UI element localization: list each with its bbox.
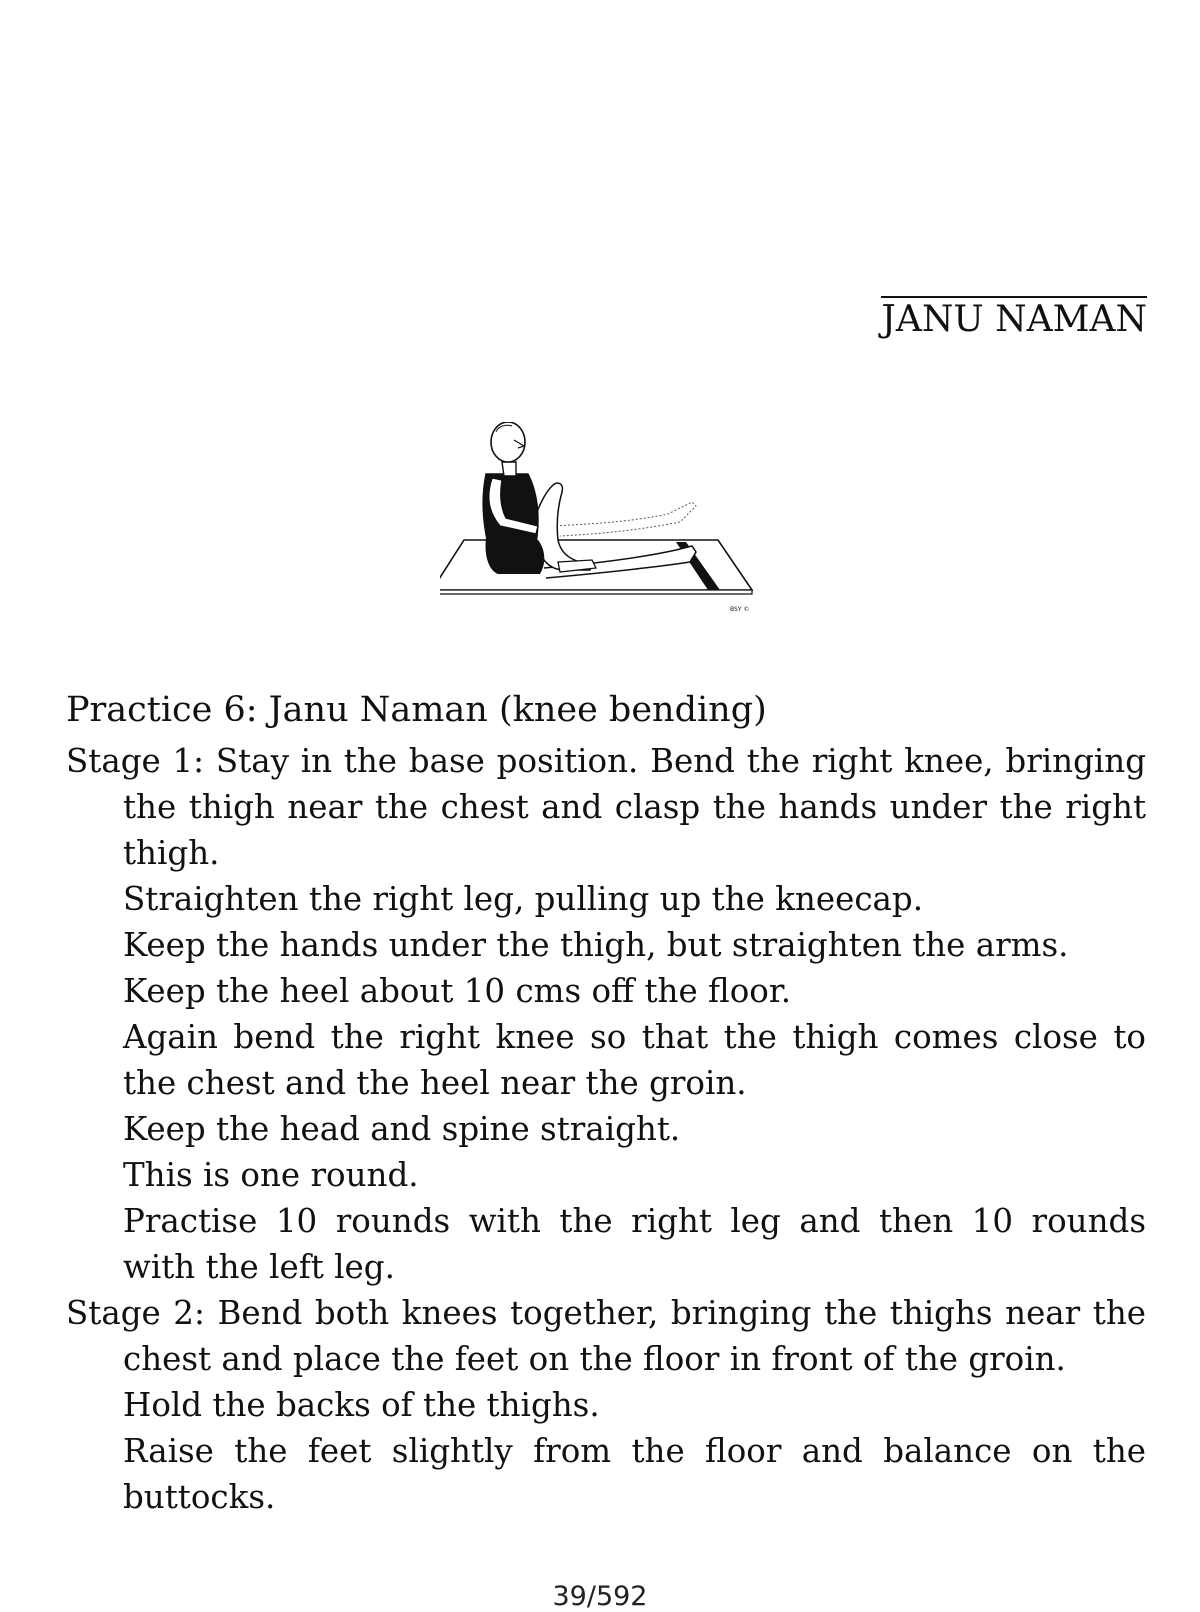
figure-credit: BSY © [730,606,750,613]
page-number: 39/592 [552,1581,648,1612]
practice-title: Practice 6: Janu Naman (knee bending) [66,690,767,730]
stage-2-line: Hold the backs of the thighs. [123,1386,600,1424]
running-title: JANU NAMAN [881,296,1147,340]
stage-1-line: Again bend the right knee so that the thigh comes close to the chest and the heel near the groin. [123,1018,1146,1102]
stage-2 [66,1290,1146,1520]
practice-section [66,688,1146,1520]
stage-1-line: Stage 1: Stay in the base position. Bend the right knee, bringing the thigh near the chest and clasp the hands under the right thigh. [66,742,1146,872]
janu-naman-figure [440,422,770,622]
stage-1-line: Straighten the right leg, pulling up the kneecap. [123,880,924,918]
stage-1-line: Keep the head and spine straight. [123,1110,681,1148]
stage-1-line: Practise 10 rounds with the right leg and then 10 rounds with the left leg. [123,1202,1146,1286]
stage-1-line: Keep the heel about 10 cms off the floor. [123,972,792,1010]
stage-1-line: This is one round. [123,1156,419,1194]
stage-2-line: Raise the feet slightly from the floor and balance on the buttocks. [123,1432,1146,1516]
pose-illustration [440,422,770,622]
stage-1-line: Keep the hands under the thigh, but straighten the arms. [123,926,1069,964]
stage-1 [66,738,1146,1290]
stage-2-line: Stage 2: Bend both knees together, bringing the thighs near the chest and place the feet on the floor in front of the groin. [66,1294,1146,1378]
